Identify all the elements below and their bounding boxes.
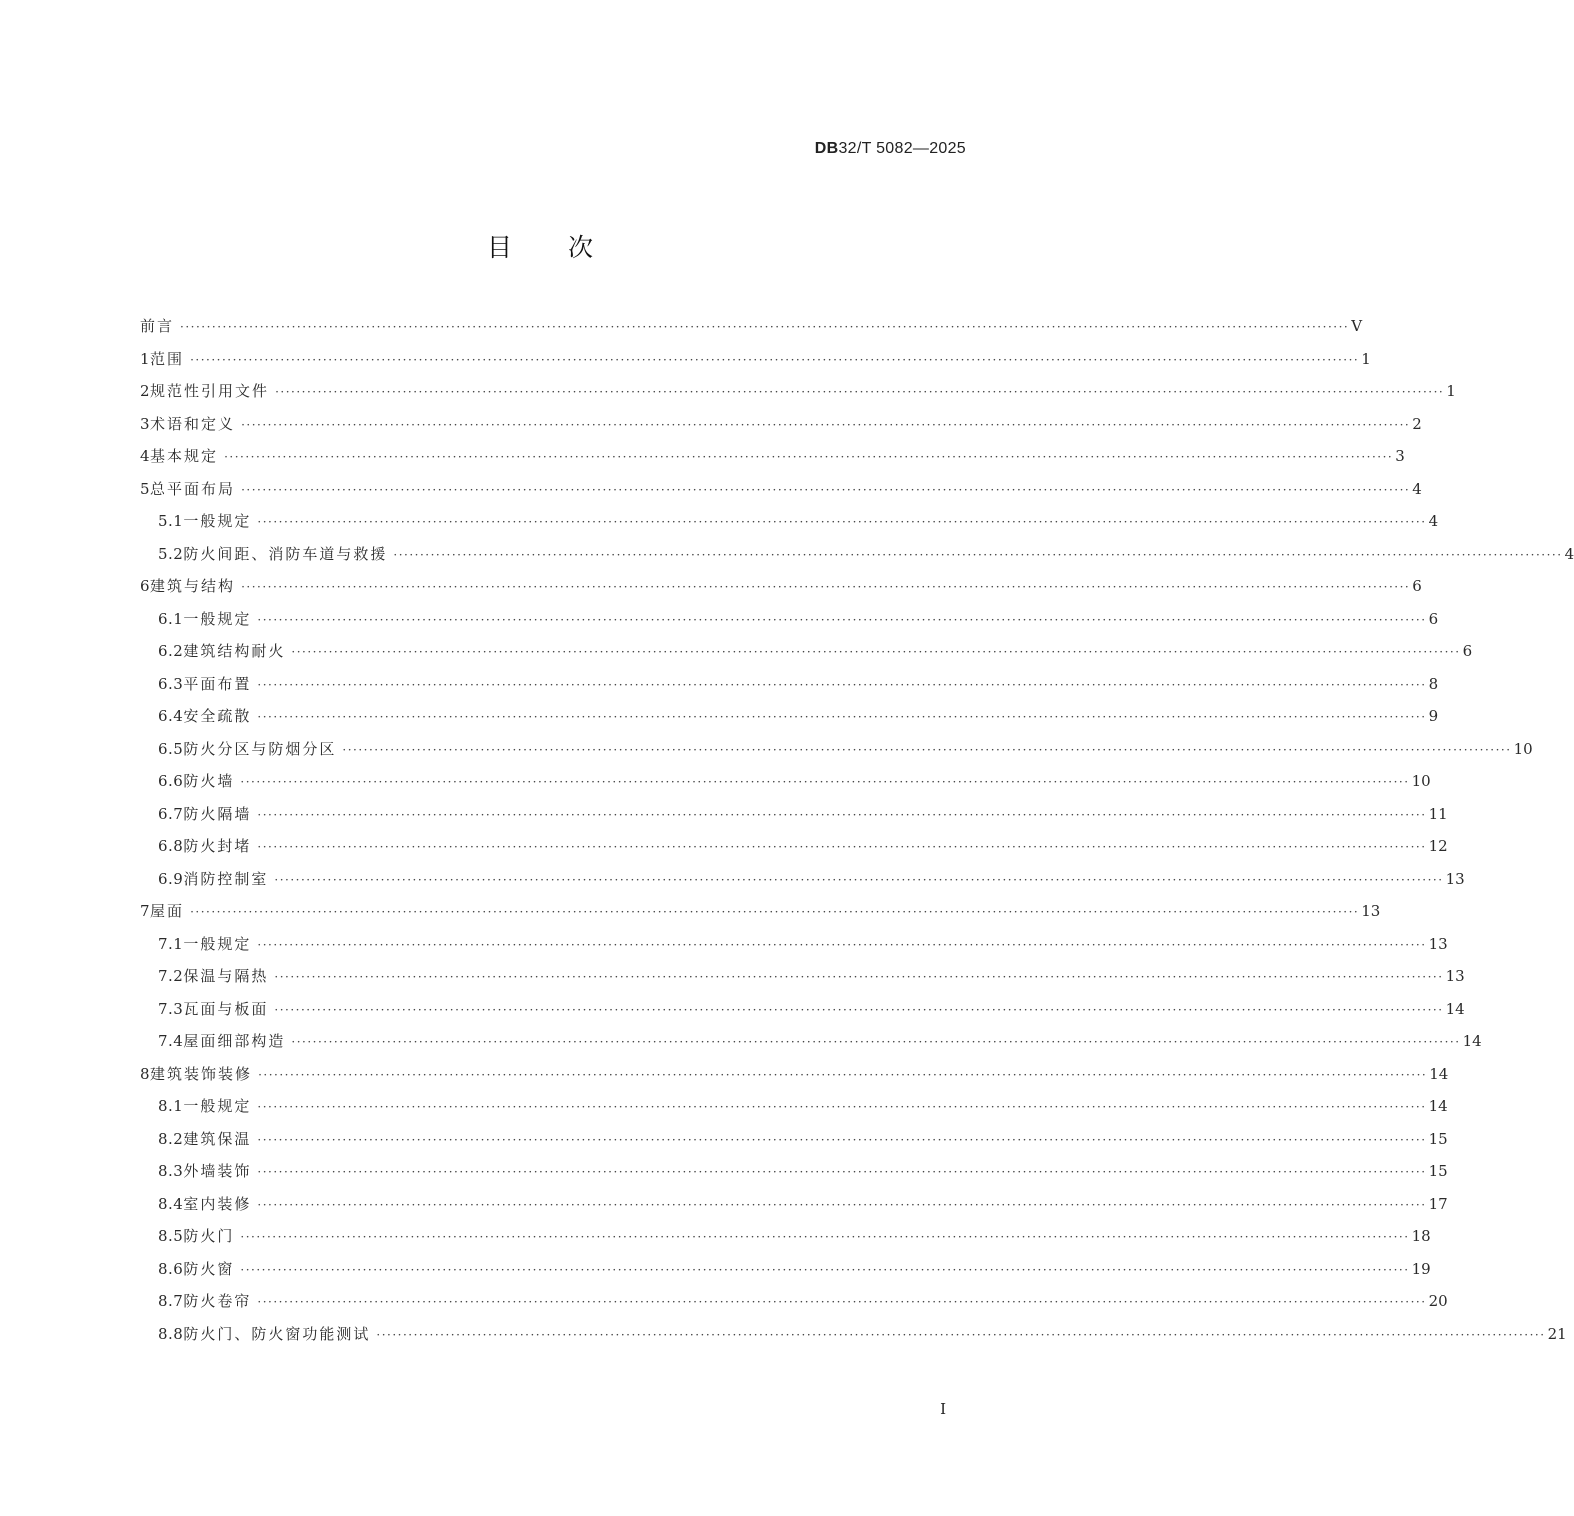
toc-entry-title: 瓦面与板面 [183,999,269,1018]
toc-dot-leader: ···························································································································································································································· [257,1197,1427,1212]
toc-entry-title: 屋面 [150,902,185,920]
toc-entry[interactable] [140,868,1465,901]
toc-entry-title: 建筑保温 [183,1129,252,1148]
toc-entry-number: 8.3 [158,1162,184,1180]
toc-entry-page: 1 [1446,382,1456,400]
toc-entry-title: 建筑结构耐火 [183,642,286,660]
toc-dot-leader: ···························································································································································································································· [257,807,1427,822]
toc-dot-leader: ···························································································································································································································· [257,1165,1427,1179]
toc-entry[interactable] [140,478,1422,511]
toc-entry-number: 8 [140,1064,151,1083]
toc-entry-title: 室内装修 [183,1194,252,1213]
toc-entry-number: 6.7 [158,804,184,823]
toc-dot-leader: ···························································································································································································································· [257,1295,1427,1309]
toc-entry[interactable] [140,543,1574,576]
toc-entry-title: 防火卷帘 [183,1292,252,1310]
toc-entry-title: 一般规定 [183,512,252,530]
toc-dot-leader: ···························································································································································································································· [190,905,1360,919]
toc-entry[interactable] [140,803,1448,836]
toc-entry-page: 3 [1395,447,1405,465]
toc-entry-page: 4 [1564,544,1574,563]
toc-entry-page: 14 [1445,999,1465,1018]
toc-dot-leader: ···························································································································································································································· [257,840,1427,854]
toc-entry-number: 5.1 [158,512,184,530]
toc-dot-leader: ···························································································································································································································· [257,1100,1427,1114]
page-title: 目次 [486,233,649,262]
toc-entry[interactable] [140,933,1448,966]
toc-entry-title: 范围 [150,349,185,368]
toc-entry-number: 6.5 [158,739,184,758]
toc-entry-page: 6 [1462,642,1473,660]
toc-entry-page: 18 [1411,1227,1431,1245]
toc-entry[interactable] [140,705,1439,738]
toc-entry[interactable] [140,965,1465,998]
toc-entry-number: 6.9 [158,869,184,888]
toc-entry[interactable] [140,640,1473,673]
toc-entry-page: 19 [1411,1259,1431,1278]
toc-dot-leader: ···························································································································································································································· [257,937,1427,952]
toc-entry-number: 8.1 [158,1097,184,1115]
toc-entry-number: 7.3 [158,999,184,1018]
toc-entry[interactable] [140,380,1456,413]
toc-entry-title: 安全疏散 [183,707,252,725]
toc-entry[interactable] [140,315,1363,348]
toc-entry-title: 一般规定 [183,934,252,953]
toc-dot-leader: ···························································································································································································································· [240,1230,1410,1244]
toc-dot-leader: ···························································································································································································································· [257,677,1427,692]
toc-entry-number: 8.5 [158,1227,184,1245]
toc-entry-title: 基本规定 [150,447,219,465]
page-footer-number: I [940,1400,946,1418]
toc-entry-number: 2 [140,382,151,400]
toc-dot-leader: ···························································································································································································································· [342,742,1512,757]
toc-entry-title: 防火窗 [183,1259,235,1278]
toc-entry[interactable] [140,1128,1448,1161]
toc-entry-title: 规范性引用文件 [150,382,270,400]
toc-entry-page: 10 [1411,772,1431,790]
toc-entry-title: 防火分区与防烟分区 [183,739,337,758]
toc-dot-leader: ···························································································································································································································· [241,580,1411,594]
toc-entry-number: 6.4 [158,707,184,725]
toc-entry[interactable] [140,1225,1431,1258]
toc-entry-number: 7 [140,902,151,920]
toc-dot-leader: ···························································································································································································································· [393,547,1563,562]
toc-entry-page: 13 [1428,934,1448,953]
toc-entry-page: 21 [1547,1324,1567,1343]
toc-entry-page: 2 [1412,414,1422,433]
toc-dot-leader: ···························································································································································································································· [275,385,1445,399]
toc-entry-number: 8.2 [158,1129,184,1148]
toc-entry[interactable] [140,1160,1448,1193]
toc-dot-leader: ···························································································································································································································· [291,1035,1461,1049]
toc-entry-title: 平面布置 [183,674,252,693]
toc-entry-page: 4 [1428,512,1439,530]
toc-entry[interactable] [140,445,1405,478]
toc-entry[interactable] [140,1063,1449,1096]
toc-entry-number: 1 [140,349,151,368]
toc-dot-leader: ···························································································································································································································· [240,1262,1410,1277]
toc-entry-page: 8 [1428,674,1439,693]
toc-entry-number: 5 [140,479,151,498]
standard-code-number: 32/T 5082—2025 [838,140,966,157]
toc-dot-leader: ···························································································································································································································· [257,612,1427,627]
toc-entry-number: 6.3 [158,674,184,693]
toc-entry-number: 6.8 [158,837,184,855]
toc-entry[interactable] [140,998,1465,1031]
toc-entry-title: 术语和定义 [150,414,236,433]
toc-dot-leader: ···························································································································································································································· [274,1002,1444,1017]
toc-dot-leader: ···························································································································································································································· [291,645,1461,659]
toc-entry-page: 9 [1428,707,1439,725]
toc-dot-leader: ···························································································································································································································· [274,872,1444,887]
toc-entry-page: 13 [1361,902,1381,920]
toc-entry-number: 6.6 [158,772,184,790]
toc-entry-title: 消防控制室 [183,869,269,888]
toc-entry-page: 13 [1445,869,1465,888]
toc-entry-title: 防火间距、消防车道与救援 [183,544,388,563]
toc-entry-number: 4 [140,447,151,465]
toc-entry-number: 7.1 [158,934,184,953]
toc-dot-leader: ···························································································································································································································· [224,450,1394,464]
toc-entry-title: 建筑与结构 [150,577,236,595]
toc-dot-leader: ···························································································································································································································· [274,970,1444,984]
standard-code [815,140,966,158]
toc-entry[interactable] [140,835,1448,868]
toc-entry-number: 3 [140,414,151,433]
toc-entry[interactable] [140,1290,1448,1323]
toc-entry[interactable] [140,738,1533,771]
toc-dot-leader: ···························································································································································································································· [257,515,1427,529]
toc-entry-number: 7.4 [158,1032,184,1050]
toc-entry-page: 11 [1428,804,1448,823]
toc-dot-leader: ···························································································································································································································· [257,1132,1427,1147]
toc-entry-page: 6 [1428,609,1439,628]
toc-entry-title: 防火隔墙 [183,804,252,823]
toc-entry-title: 总平面布局 [150,479,236,498]
toc-entry-page: 12 [1428,837,1448,855]
toc-entry-page: 20 [1428,1292,1448,1310]
toc-entry-page: 1 [1361,349,1371,368]
toc-entry-number: 8.7 [158,1292,184,1310]
toc-entry-number: 7.2 [158,967,184,985]
standard-code-prefix: DB [814,140,839,157]
toc-entry-page: 14 [1462,1032,1482,1050]
toc-entry-page: 14 [1428,1097,1448,1115]
toc-dot-leader: ···························································································································································································································· [376,1327,1546,1342]
toc-entry-number: 6.1 [158,609,184,628]
toc-entry-page: 17 [1428,1194,1448,1213]
table-of-contents [140,315,1574,1355]
toc-entry-page: 10 [1513,739,1533,758]
toc-entry-title: 建筑装饰装修 [150,1064,253,1083]
toc-entry[interactable] [140,1258,1431,1291]
toc-entry-number: 6.2 [158,642,184,660]
toc-entry-title: 外墙装饰 [183,1162,252,1180]
toc-entry[interactable] [140,510,1439,543]
toc-entry-number: 8.8 [158,1324,184,1343]
toc-entry-title: 防火封堵 [183,837,252,855]
toc-entry-title: 防火门 [183,1227,235,1245]
toc-dot-leader: ···························································································································································································································· [190,352,1360,367]
toc-entry[interactable] [140,1193,1448,1226]
toc-entry-number: 8.4 [158,1194,184,1213]
toc-entry[interactable] [140,1030,1482,1063]
toc-entry-number: 8.6 [158,1259,184,1278]
toc-entry-page: 6 [1412,577,1422,595]
toc-entry-page: 13 [1445,967,1465,985]
toc-entry-title: 保温与隔热 [183,967,269,985]
toc-entry-number: 6 [140,577,151,595]
toc-entry-title: 防火墙 [183,772,235,790]
toc-entry-title: 一般规定 [183,609,252,628]
toc-entry-page: Ⅴ [1351,317,1363,335]
toc-entry[interactable] [140,413,1422,446]
toc-entry-page: 14 [1429,1064,1449,1083]
toc-dot-leader: ···························································································································································································································· [241,482,1411,497]
toc-entry[interactable] [140,1323,1567,1356]
toc-entry[interactable] [140,673,1439,706]
toc-dot-leader: ···························································································································································································································· [180,320,1350,334]
toc-entry-title: 屋面细部构造 [183,1032,286,1050]
toc-entry[interactable] [140,770,1431,803]
toc-entry-number: 5.2 [158,544,184,563]
toc-entry-title: 防火门、防火窗功能测试 [183,1324,371,1343]
toc-entry-page: 15 [1428,1162,1448,1180]
toc-entry[interactable] [140,1095,1448,1128]
toc-entry[interactable] [140,348,1371,381]
toc-entry-title: 前言 [140,317,175,335]
toc-entry[interactable] [140,900,1381,933]
toc-entry[interactable] [140,575,1422,608]
toc-entry-page: 15 [1428,1129,1448,1148]
toc-entry[interactable] [140,608,1439,641]
toc-entry-title: 一般规定 [183,1097,252,1115]
toc-dot-leader: ···························································································································································································································· [258,1067,1428,1082]
toc-dot-leader: ···························································································································································································································· [241,417,1411,432]
toc-entry-page: 4 [1412,479,1422,498]
toc-dot-leader: ···························································································································································································································· [257,710,1427,724]
toc-dot-leader: ···························································································································································································································· [240,775,1410,789]
